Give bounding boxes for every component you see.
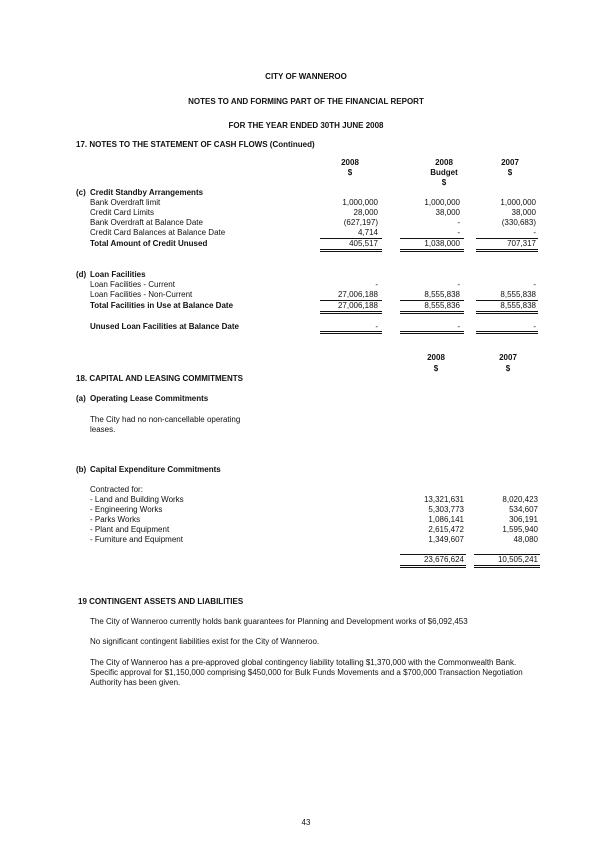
cell-value: - [533, 228, 536, 237]
cell-value: - [457, 280, 460, 289]
col-header-budget: Budget [430, 168, 458, 177]
section-title: Capital Expenditure Commitments [90, 465, 221, 474]
row-label: Credit Card Limits [90, 208, 155, 217]
cell-value: - [375, 322, 378, 331]
cell-value: 8,020,423 [502, 495, 538, 504]
total-rule [400, 311, 464, 312]
row-label: - Parks Works [90, 515, 141, 524]
cell-value: 13,321,631 [423, 495, 464, 504]
total-rule [476, 251, 538, 252]
operating-lease-text: The City had no non-cancellable operating leases. [90, 415, 241, 434]
cell-value: 8,555,836 [424, 301, 460, 310]
row-label: Bank Overdraft at Balance Date [90, 218, 203, 227]
cell-value: 534,607 [509, 505, 538, 514]
total-rule [320, 311, 382, 312]
col-header-year: 2008 [341, 158, 359, 167]
cell-value: - [457, 228, 460, 237]
cell-value: 1,000,000 [424, 198, 460, 207]
cell-value: 27,006,188 [337, 301, 378, 310]
cell-value: 1,000,000 [342, 198, 378, 207]
cell-value: - [533, 322, 536, 331]
section-label: (d) [76, 270, 87, 279]
cell-value: 38,000 [435, 208, 460, 217]
cell-value: - [375, 280, 378, 289]
total-rule [476, 333, 538, 334]
total-rule [476, 313, 538, 314]
total-rule [476, 249, 538, 250]
total-rule [400, 333, 464, 334]
cell-value: 1,595,940 [502, 525, 538, 534]
col-header-year: 2007 [499, 353, 517, 362]
col-header-year: 2008 [427, 353, 445, 362]
section-label: (c) [76, 188, 86, 197]
note-17-heading: 17. NOTES TO THE STATEMENT OF CASH FLOWS (Continued) [76, 140, 315, 149]
organisation-name: CITY OF WANNEROO [265, 72, 347, 81]
row-label: Credit Card Balances at Balance Date [90, 228, 226, 237]
bank-guarantees-text: The City of Wanneroo currently holds bank guarantees for Planning and Development works of $6,092,453 [90, 617, 468, 626]
cell-value: 23,676,624 [423, 555, 464, 564]
cell-value: 10,505,241 [497, 555, 538, 564]
cell-value: 8,555,838 [500, 290, 536, 299]
cell-value: 27,006,188 [337, 290, 378, 299]
total-rule [400, 567, 466, 568]
report-period: FOR THE YEAR ENDED 30TH JUNE 2008 [228, 121, 384, 130]
row-label: Loan Facilities - Current [90, 280, 175, 289]
total-rule [320, 251, 382, 252]
contingent-liabilities-text: No significant contingent liabilities exist for the City of Wanneroo. [90, 637, 320, 646]
section-label: (a) [76, 394, 86, 403]
section-label: (b) [76, 465, 87, 474]
cell-value: - [533, 280, 536, 289]
total-rule [474, 565, 540, 566]
cell-value: (627,197) [343, 218, 378, 227]
global-contingency-text: The City of Wanneroo has a pre-approved global contingency liability totalling $1,370,000 with the Commonwealth Bank. Specific approval for $1,150,000 comprising $450,000 for Bulk Funds Movements and a $700,000 Transaction Negotiation Authority has been given. [90, 658, 523, 687]
total-rule [476, 311, 538, 312]
cell-value: 8,555,838 [500, 301, 536, 310]
cell-value: 48,080 [513, 535, 538, 544]
row-label: - Plant and Equipment [90, 525, 170, 534]
cell-value: 8,555,838 [424, 290, 460, 299]
col-header-unit: $ [441, 178, 447, 187]
total-rule [320, 313, 382, 314]
report-title: NOTES TO AND FORMING PART OF THE FINANCIAL REPORT [188, 97, 424, 106]
total-rule [400, 313, 464, 314]
col-header-unit: $ [505, 364, 511, 373]
col-header-year: 2007 [501, 158, 519, 167]
total-rule [400, 331, 464, 332]
col-header-unit: $ [433, 364, 439, 373]
cell-value: 1,349,607 [428, 535, 464, 544]
total-rule [400, 249, 464, 250]
contracted-for-label: Contracted for: [90, 485, 143, 494]
cell-value: 707,317 [507, 239, 536, 248]
section-title: Loan Facilities [90, 270, 146, 279]
total-rule [320, 331, 382, 332]
total-rule [320, 249, 382, 250]
row-label: - Land and Building Works [90, 495, 184, 504]
row-label: Bank Overdraft limit [90, 198, 161, 207]
col-header-year: 2008 [435, 158, 453, 167]
cell-value: (330,683) [501, 218, 536, 227]
cell-value: 1,086,141 [428, 515, 464, 524]
cell-value: 28,000 [353, 208, 378, 217]
row-label: Loan Facilities - Non-Current [90, 290, 193, 299]
total-rule [476, 331, 538, 332]
cell-value: 5,303,773 [428, 505, 464, 514]
cell-value: - [457, 322, 460, 331]
cell-value: 2,615,472 [428, 525, 464, 534]
section-title: Operating Lease Commitments [90, 394, 209, 403]
row-label: Unused Loan Facilities at Balance Date [90, 322, 239, 331]
cell-value: 4,714 [357, 228, 378, 237]
cell-value: 405,517 [349, 239, 378, 248]
total-rule [400, 565, 466, 566]
total-rule [474, 567, 540, 568]
cell-value: 306,191 [509, 515, 538, 524]
cell-value: 1,038,000 [424, 239, 460, 248]
note-18-heading: 18. CAPITAL AND LEASING COMMITMENTS [76, 374, 243, 383]
total-rule [320, 333, 382, 334]
row-label: - Engineering Works [90, 505, 163, 514]
total-rule [400, 251, 464, 252]
cell-value: 38,000 [511, 208, 536, 217]
col-header-unit: $ [347, 168, 353, 177]
page-number: 43 [301, 818, 311, 827]
section-title: Credit Standby Arrangements [90, 188, 204, 197]
cell-value: - [457, 218, 460, 227]
row-label: - Furniture and Equipment [90, 535, 183, 544]
row-label: Total Amount of Credit Unused [90, 239, 208, 248]
col-header-unit: $ [507, 168, 513, 177]
row-label: Total Facilities in Use at Balance Date [90, 301, 234, 310]
note-19-heading: 19 CONTINGENT ASSETS AND LIABILITIES [78, 597, 244, 606]
cell-value: 1,000,000 [500, 198, 536, 207]
